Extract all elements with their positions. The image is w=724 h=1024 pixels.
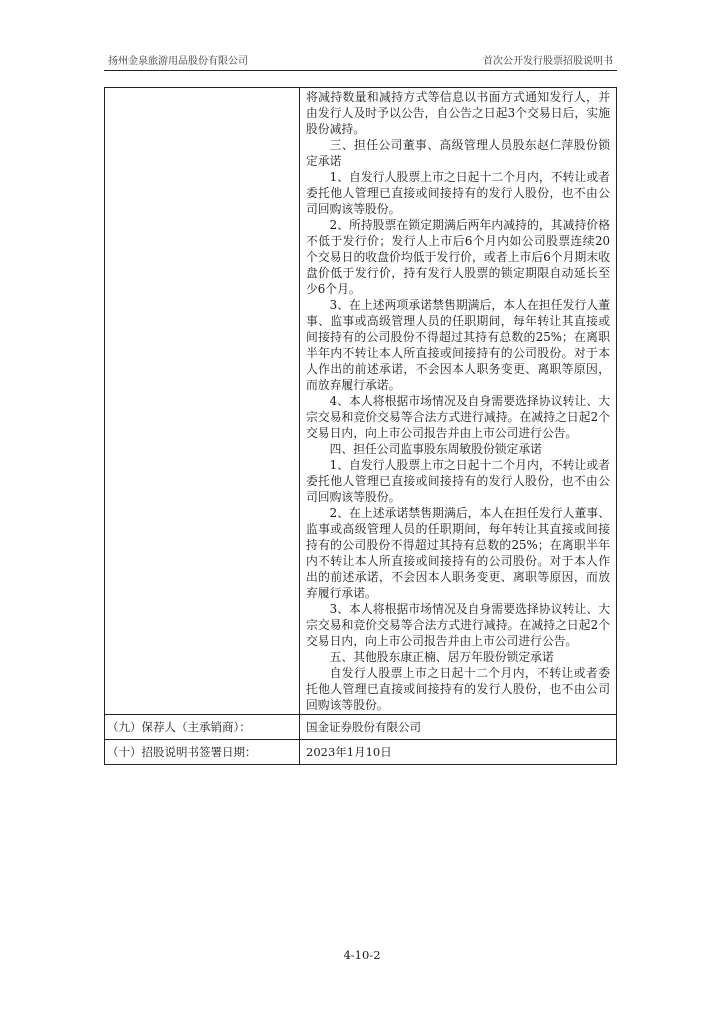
page-header	[104, 56, 617, 71]
commitment-paragraph: 2、所持股票在锁定期满后两年内减持的，其减持价格不低于发行价；发行人上市后6个月内如公司股票连续20个交易日的收盘价均低于发行价，或者上市后6个月期末收盘价低于发行价，持有发行人股票的锁定期限自动延长至少6个月。	[306, 218, 610, 296]
sponsor-label: （九）保荐人（主承销商）：	[105, 715, 300, 740]
commitment-paragraph: 2、在上述承诺禁售期满后，本人在担任发行人董事、监事或高级管理人员的任职期间，每年转让其直接或间接持有的公司股份不得超过其持有总数的25%；在离职半年内不转让本人所直接或间接持有的公司股份。对于本人作出的前述承诺，不会因本人职务变更、离职等原因，而放弃履行承诺。	[306, 506, 610, 600]
document-title: 首次公开发行股票招股说明书	[483, 56, 613, 67]
commitment-paragraph: 1、自发行人股票上市之日起十二个月内，不转让或者委托他人管理已直接或间接持有的发行人股份，也不由公司回购该等股份。	[306, 170, 610, 216]
section-heading: 四、担任公司监事股东周敏股份锁定承诺	[329, 442, 542, 456]
sponsor-row	[105, 715, 617, 740]
commitment-paragraph: 自发行人股票上市之日起十二个月内，不转让或者委托他人管理已直接或间接持有的发行人股份，也不由公司回购该等股份。	[306, 666, 610, 712]
commitment-paragraph: 将减持数量和减持方式等信息以书面方式通知发行人，并由发行人及时予以公告，自公告之日起3个交易日后，实施股份减持。	[306, 90, 610, 136]
commitment-paragraph: 1、自发行人股票上市之日起十二个月内，不转让或者委托他人管理已直接或间接持有的发行人股份，也不由公司回购该等股份。	[306, 458, 610, 504]
company-name: 扬州金泉旅游用品股份有限公司	[108, 56, 248, 67]
empty-label-cell	[105, 88, 300, 715]
prospectus-table	[104, 87, 617, 765]
signing-date-row	[105, 740, 617, 765]
commitment-paragraph: 3、本人将根据市场情况及自身需要选择协议转让、大宗交易和竞价交易等合法方式进行减持。在减持之日起2个交易日内，向上市公司报告并由上市公司进行公告。	[306, 602, 610, 648]
signing-date-label: （十）招股说明书签署日期：	[105, 740, 300, 765]
commitment-cell	[300, 88, 617, 715]
commitment-row	[105, 88, 617, 715]
commitment-paragraph: 4、本人将根据市场情况及自身需要选择协议转让、大宗交易和竞价交易等合法方式进行减持。在减持之日起2个交易日内，向上市公司报告并由上市公司进行公告。	[306, 394, 610, 440]
section-heading: 三、担任公司董事、高级管理人员股东赵仁萍股份锁定承诺	[306, 138, 610, 168]
page-number: 4-10-2	[343, 948, 381, 962]
signing-date-value: 2023年1月10日	[300, 740, 617, 765]
sponsor-value: 国金证券股份有限公司	[300, 715, 617, 740]
section-heading: 五、其他股东康正楠、居万年股份锁定承诺	[329, 650, 554, 664]
commitment-paragraph: 3、在上述两项承诺禁售期满后，本人在担任发行人董事、监事或高级管理人员的任职期间，每年转让其直接或间接持有的公司股份不得超过其持有总数的25%；在离职半年内不转让本人所直接或间接持有的公司股份。对于本人作出的前述承诺，不会因本人职务变更、离职等原因，而放弃履行承诺。	[306, 298, 610, 392]
